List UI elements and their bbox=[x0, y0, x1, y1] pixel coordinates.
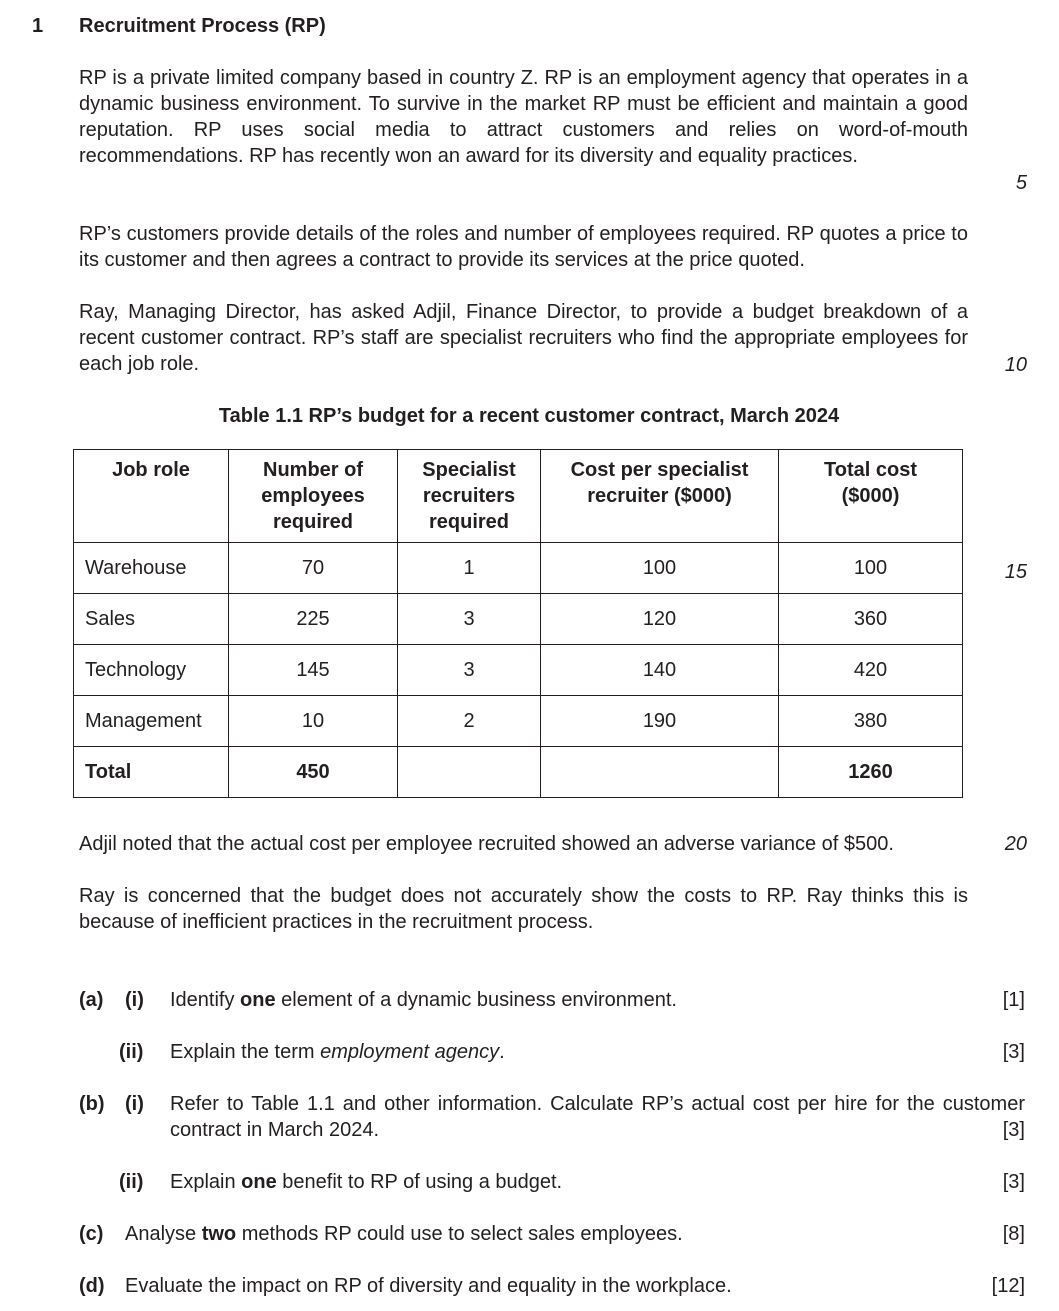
part-d-label: (d) bbox=[79, 1275, 105, 1297]
part-a-ii-term: employment agency bbox=[320, 1041, 500, 1063]
part-d-mark: [12] bbox=[991, 1275, 1025, 1297]
part-a-ii-mark: [3] bbox=[1002, 1041, 1025, 1063]
cell-job-role: Technology bbox=[74, 645, 229, 696]
part-b-ii-text-end: benefit to RP of using a budget. bbox=[276, 1171, 563, 1193]
case-title: Recruitment Process (RP) bbox=[79, 15, 326, 37]
header-employees-required-text: Number of employees required bbox=[261, 459, 365, 533]
cell-employees: 10 bbox=[229, 696, 398, 747]
part-a-ii-text-end: . bbox=[499, 1041, 505, 1063]
line-number-10: 10 bbox=[1004, 354, 1027, 376]
part-b-ii-mark: [3] bbox=[1002, 1171, 1025, 1193]
table-row bbox=[74, 594, 963, 645]
part-a-i-text-end: element of a dynamic business environment. bbox=[275, 989, 677, 1011]
header-total-cost bbox=[779, 450, 963, 543]
cell-total-total-cost: 1260 bbox=[779, 747, 963, 798]
cell-job-role: Management bbox=[74, 696, 229, 747]
part-a-ii-text-start: Explain the term bbox=[170, 1041, 321, 1063]
part-a-i-label: (i) bbox=[125, 989, 144, 1011]
table-caption: Table 1.1 RP’s budget for a recent customer contract, March 2024 bbox=[218, 405, 840, 427]
header-recruiters-required bbox=[398, 450, 541, 543]
part-a-ii-text bbox=[170, 1039, 505, 1065]
part-c-emphasis: two bbox=[201, 1223, 237, 1245]
table-row bbox=[74, 543, 963, 594]
table-header-row bbox=[74, 450, 963, 543]
part-c-label: (c) bbox=[79, 1223, 104, 1245]
part-c-text-start: Analyse bbox=[125, 1223, 202, 1245]
part-b-ii-text bbox=[170, 1169, 562, 1195]
line-number-5: 5 bbox=[1015, 172, 1027, 194]
cell-recruiters: 2 bbox=[398, 696, 541, 747]
header-job-role: Job role bbox=[74, 450, 229, 543]
part-b-i-text: Refer to Table 1.1 and other information. Calculate RP’s actual cost per hire for the customer contract in March 2024. bbox=[170, 1093, 1025, 1141]
header-employees-required bbox=[229, 450, 398, 543]
intro-paragraph: RP is a private limited company based in country Z. RP is an employment agency that operates in a dynamic business environment. To survive in the market RP must be efficient and maintain a good reputation. RP uses social media to attract customers and relies on word-of-mouth recommendations. RP has recently won an award for its diversity and equality practices. bbox=[79, 67, 968, 167]
variance-paragraph: Adjil noted that the actual cost per employee recruited showed an adverse variance of $500. bbox=[79, 833, 894, 855]
question-number: 1 bbox=[32, 15, 44, 37]
cell-recruiters: 3 bbox=[398, 594, 541, 645]
part-b-i-label: (i) bbox=[125, 1093, 144, 1115]
part-b-i-mark: [3] bbox=[1002, 1119, 1025, 1141]
cell-cost-per-recruiter: 140 bbox=[541, 645, 779, 696]
cell-total-recruiters bbox=[398, 747, 541, 798]
cell-total-cost-per-recruiter bbox=[541, 747, 779, 798]
cell-cost-per-recruiter: 190 bbox=[541, 696, 779, 747]
header-cost-per-recruiter bbox=[541, 450, 779, 543]
cell-cost-per-recruiter: 100 bbox=[541, 543, 779, 594]
part-c-text-end: methods RP could use to select sales employees. bbox=[236, 1223, 683, 1245]
line-number-15: 15 bbox=[1004, 561, 1027, 583]
cell-recruiters: 3 bbox=[398, 645, 541, 696]
part-a-ii-label: (ii) bbox=[119, 1041, 144, 1063]
cell-job-role: Warehouse bbox=[74, 543, 229, 594]
cell-recruiters: 1 bbox=[398, 543, 541, 594]
header-total-cost-text: Total cost ($000) bbox=[824, 459, 917, 507]
line-number-20: 20 bbox=[1004, 833, 1027, 855]
part-b-ii-text-start: Explain bbox=[170, 1171, 242, 1193]
cell-total-cost: 380 bbox=[779, 696, 963, 747]
cell-cost-per-recruiter: 120 bbox=[541, 594, 779, 645]
cell-total-cost: 100 bbox=[779, 543, 963, 594]
customers-paragraph: RP’s customers provide details of the roles and number of employees required. RP quotes a price to its customer and then agrees a contract to provide its services at the price quoted. bbox=[79, 223, 968, 271]
part-b-ii-label: (ii) bbox=[119, 1171, 144, 1193]
part-c-text bbox=[125, 1221, 683, 1247]
part-d-text: Evaluate the impact on RP of diversity and equality in the workplace. bbox=[125, 1275, 732, 1297]
part-a-i-text-start: Identify bbox=[170, 989, 241, 1011]
cell-employees: 145 bbox=[229, 645, 398, 696]
header-recruiters-required-text: Specialist recruiters required bbox=[422, 459, 516, 533]
table-row bbox=[74, 696, 963, 747]
cell-total-cost: 360 bbox=[779, 594, 963, 645]
budget-table bbox=[73, 449, 963, 798]
part-b-label: (b) bbox=[79, 1093, 105, 1115]
budget-request-paragraph: Ray, Managing Director, has asked Adjil, Finance Director, to provide a budget breakdown of a recent customer contract. RP’s staff are specialist recruiters who find the appropriate employees for each job role. bbox=[79, 301, 968, 375]
table-row bbox=[74, 645, 963, 696]
part-a-i-emphasis: one bbox=[240, 989, 276, 1011]
cell-employees: 225 bbox=[229, 594, 398, 645]
cell-total-employees: 450 bbox=[229, 747, 398, 798]
concern-paragraph: Ray is concerned that the budget does not accurately show the costs to RP. Ray thinks this is because of inefficient practices in the recruitment process. bbox=[79, 885, 968, 933]
cell-job-role: Sales bbox=[74, 594, 229, 645]
cell-total-label: Total bbox=[74, 747, 229, 798]
cell-total-cost: 420 bbox=[779, 645, 963, 696]
header-cost-per-recruiter-text: Cost per specialist recruiter ($000) bbox=[570, 459, 749, 507]
part-a-i-mark: [1] bbox=[1002, 989, 1025, 1011]
part-a-label: (a) bbox=[79, 989, 104, 1011]
table-total-row bbox=[74, 747, 963, 798]
part-b-ii-emphasis: one bbox=[241, 1171, 277, 1193]
part-c-mark: [8] bbox=[1002, 1223, 1025, 1245]
cell-employees: 70 bbox=[229, 543, 398, 594]
part-a-i-text bbox=[170, 987, 677, 1013]
